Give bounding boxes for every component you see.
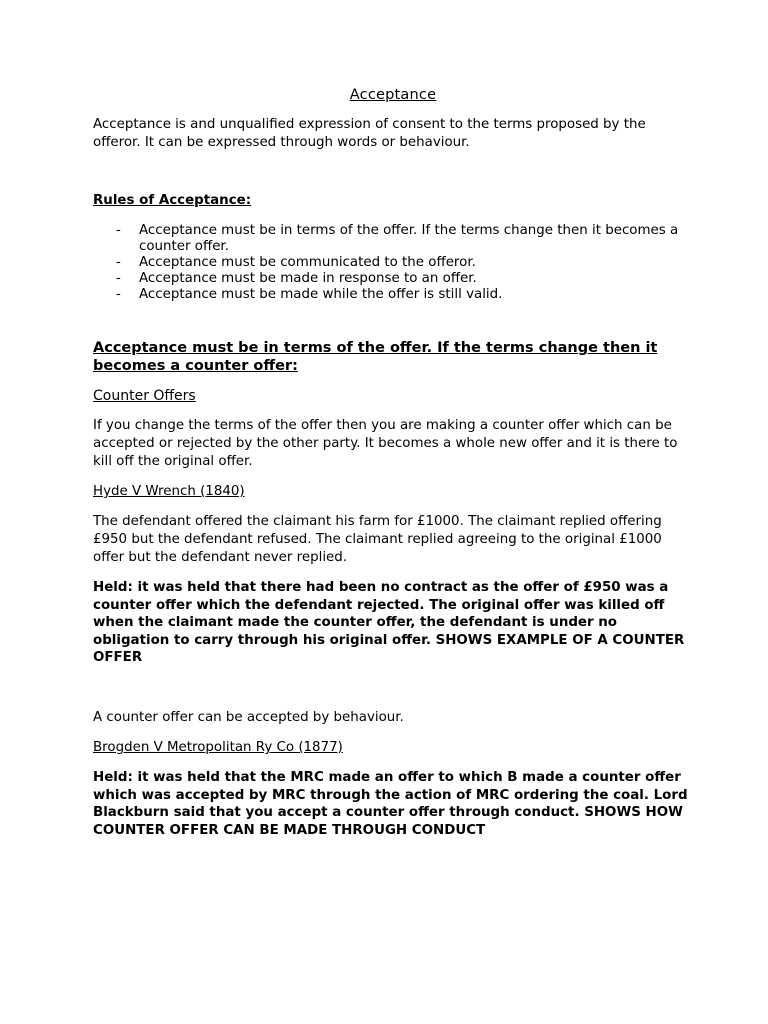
bullet-dash: - [116, 271, 121, 286]
intro-paragraph: Acceptance is and unqualified expression of consent to the terms proposed by the offeror. It can be expressed through words or behaviour. [93, 117, 646, 150]
counter-offers-paragraph: If you change the terms of the offer then you are making a counter offer which can be accepted or rejected by the other party. It becomes a whole new offer and it is there to kill off the original offer. [93, 418, 678, 469]
list-item [93, 223, 693, 255]
section-heading: Acceptance must be in terms of the offer. If the terms change then it becomes a counter offer: [93, 340, 658, 374]
rule-text: Acceptance must be in terms of the offer. If the terms change then it becomes a counter offer. [139, 223, 679, 254]
rules-list [93, 223, 693, 303]
case-name-brogden: Brogden V Metropolitan Ry Co (1877) [93, 739, 343, 755]
counter-offers-heading: Counter Offers [93, 388, 196, 404]
list-item [93, 287, 693, 303]
document-page [93, 86, 693, 839]
bullet-dash: - [116, 287, 121, 302]
page-title: Acceptance [349, 87, 437, 103]
held-paragraph-hyde: Held: it was held that there had been no contract as the offer of £950 was a counter offer which the defendant rejected. The original offer was killed off when the claimant made the counter offer, the defendant is under no obligation to carry through his original offer. SHOWS EXAMPLE OF A COUNTER OFFER [93, 580, 685, 666]
list-item [93, 255, 693, 271]
rule-text: Acceptance must be made in response to an offer. [139, 271, 477, 286]
rule-text: Acceptance must be made while the offer is still valid. [139, 287, 503, 302]
rule-text: Acceptance must be communicated to the offeror. [139, 255, 476, 270]
behaviour-paragraph: A counter offer can be accepted by behaviour. [93, 709, 404, 725]
bullet-dash: - [116, 223, 121, 238]
rules-heading: Rules of Acceptance: [93, 193, 252, 208]
list-item [93, 271, 693, 287]
case-facts-hyde: The defendant offered the claimant his farm for £1000. The claimant replied offering £950 but the defendant refused. The claimant replied agreeing to the original £1000 offer but the defendant never replied. [93, 514, 662, 565]
held-paragraph-brogden: Held: it was held that the MRC made an offer to which B made a counter offer which was accepted by MRC through the action of MRC ordering the coal. Lord Blackburn said that you accept a counter offer through conduct. SHOWS HOW COUNTER OFFER CAN BE MADE THROUGH CONDUCT [93, 769, 688, 838]
case-name-hyde: Hyde V Wrench (1840) [93, 484, 245, 499]
bullet-dash: - [116, 255, 121, 270]
